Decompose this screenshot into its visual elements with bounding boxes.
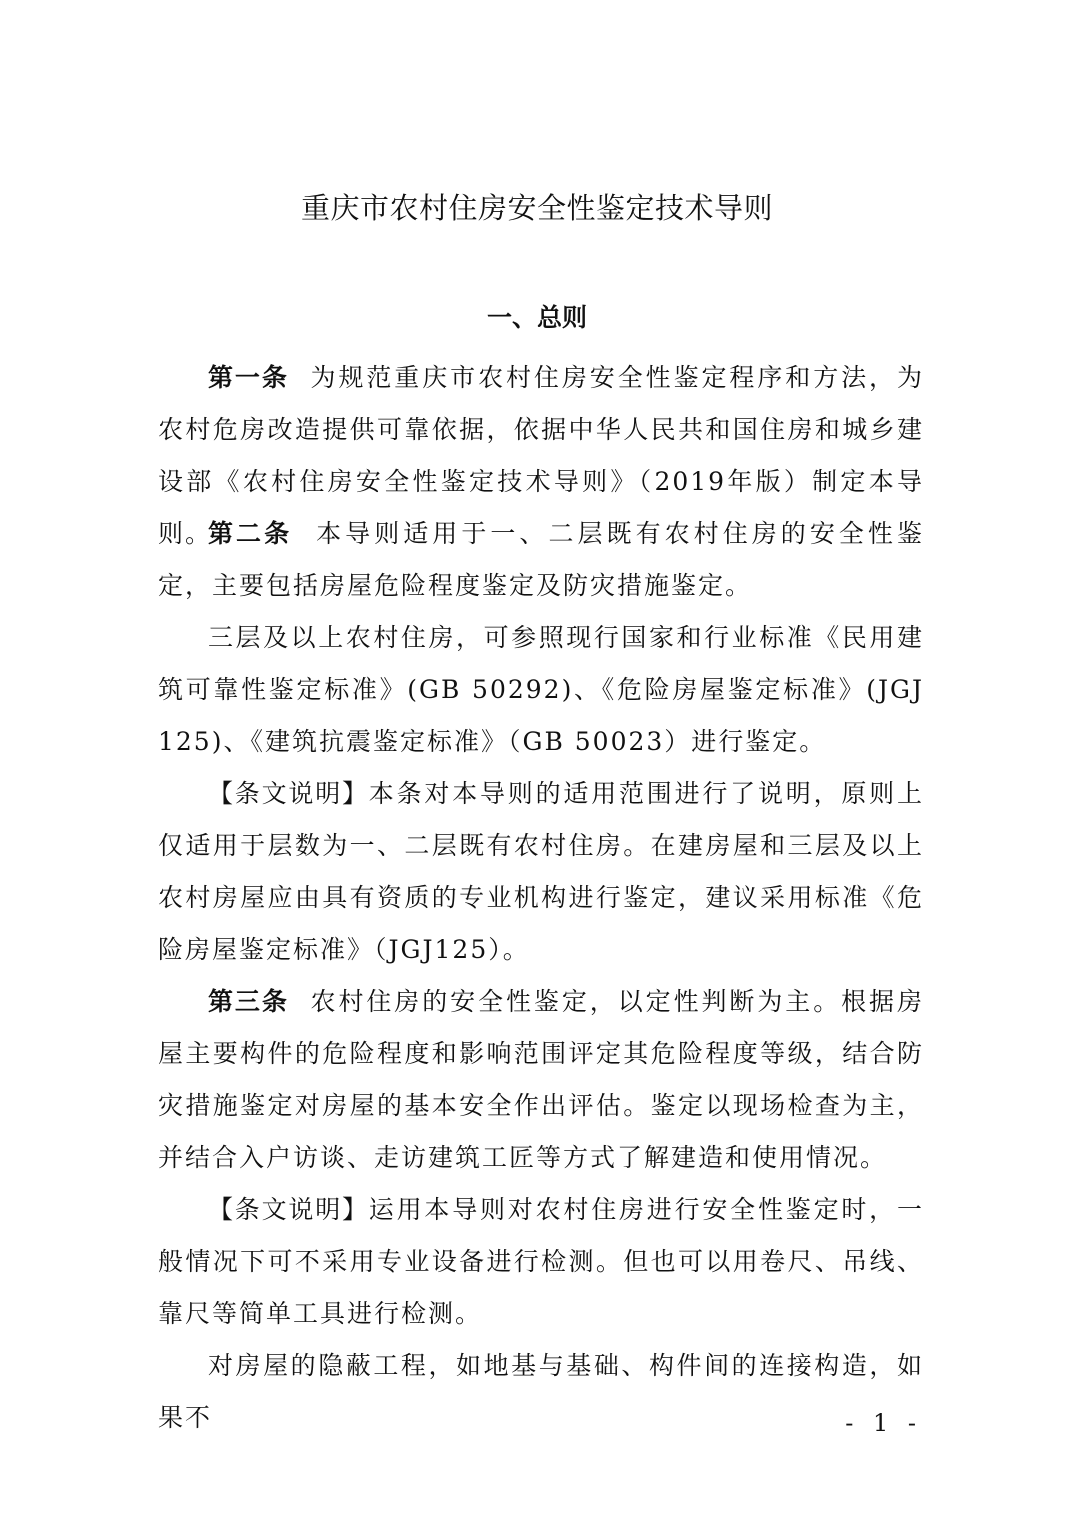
page-number: - 1 -	[845, 1409, 922, 1437]
article-text: 为规范重庆市农村住房安全性鉴定程序和方法，为农村危房改造提供可靠依据，依据中华人民共和国住房和城乡建设部《农村住房安全性鉴定技术导则》（2019年版）制定本导则。	[158, 363, 924, 548]
article-label: 第一条	[208, 363, 289, 392]
paragraph-text: 对房屋的隐蔽工程，如地基与基础、构件间的连接构造，如果不	[158, 1351, 924, 1432]
article-2-continuation	[158, 612, 924, 768]
article-text: 农村住房的安全性鉴定，以定性判断为主。根据房屋主要构件的危险程度和影响范围评定其危险程度等级，结合防灾措施鉴定对房屋的基本安全作出评估。鉴定以现场检查为主，并结合入户访谈、走访建筑工匠等方式了解建造和使用情况。	[158, 987, 924, 1172]
note-label: 【条文说明】	[208, 779, 369, 808]
article-label: 第二条	[208, 519, 293, 548]
note-text: 本条对本导则的适用范围进行了说明，原则上仅适用于层数为一、二层既有农村住房。在建房屋和三层及以上农村房屋应由具有资质的专业机构进行鉴定，建议采用标准《危险房屋鉴定标准》（JGJ125）。	[158, 779, 924, 964]
document-title: 重庆市农村住房安全性鉴定技术导则	[300, 191, 773, 225]
section-heading: 一、总则	[486, 303, 587, 332]
article-3-continuation	[158, 1340, 924, 1444]
note-label: 【条文说明】	[208, 1195, 369, 1224]
article-note-3	[158, 1184, 924, 1340]
paragraph-text: 三层及以上农村住房，可参照现行国家和行业标准《民用建筑可靠性鉴定标准》(GB 50292)、《危险房屋鉴定标准》(JGJ125)、《建筑抗震鉴定标准》（GB 50023）进行鉴定。	[158, 623, 924, 756]
article-label: 第三条	[208, 987, 289, 1016]
article-2	[158, 508, 924, 612]
article-text: 本导则适用于一、二层既有农村住房的安全性鉴定，主要包括房屋危险程度鉴定及防灾措施鉴定。	[158, 519, 924, 600]
article-note-1	[158, 768, 924, 976]
article-3	[158, 976, 924, 1184]
note-text: 运用本导则对农村住房进行安全性鉴定时，一般情况下可不采用专业设备进行检测。但也可以用卷尺、吊线、靠尺等简单工具进行检测。	[158, 1195, 924, 1328]
